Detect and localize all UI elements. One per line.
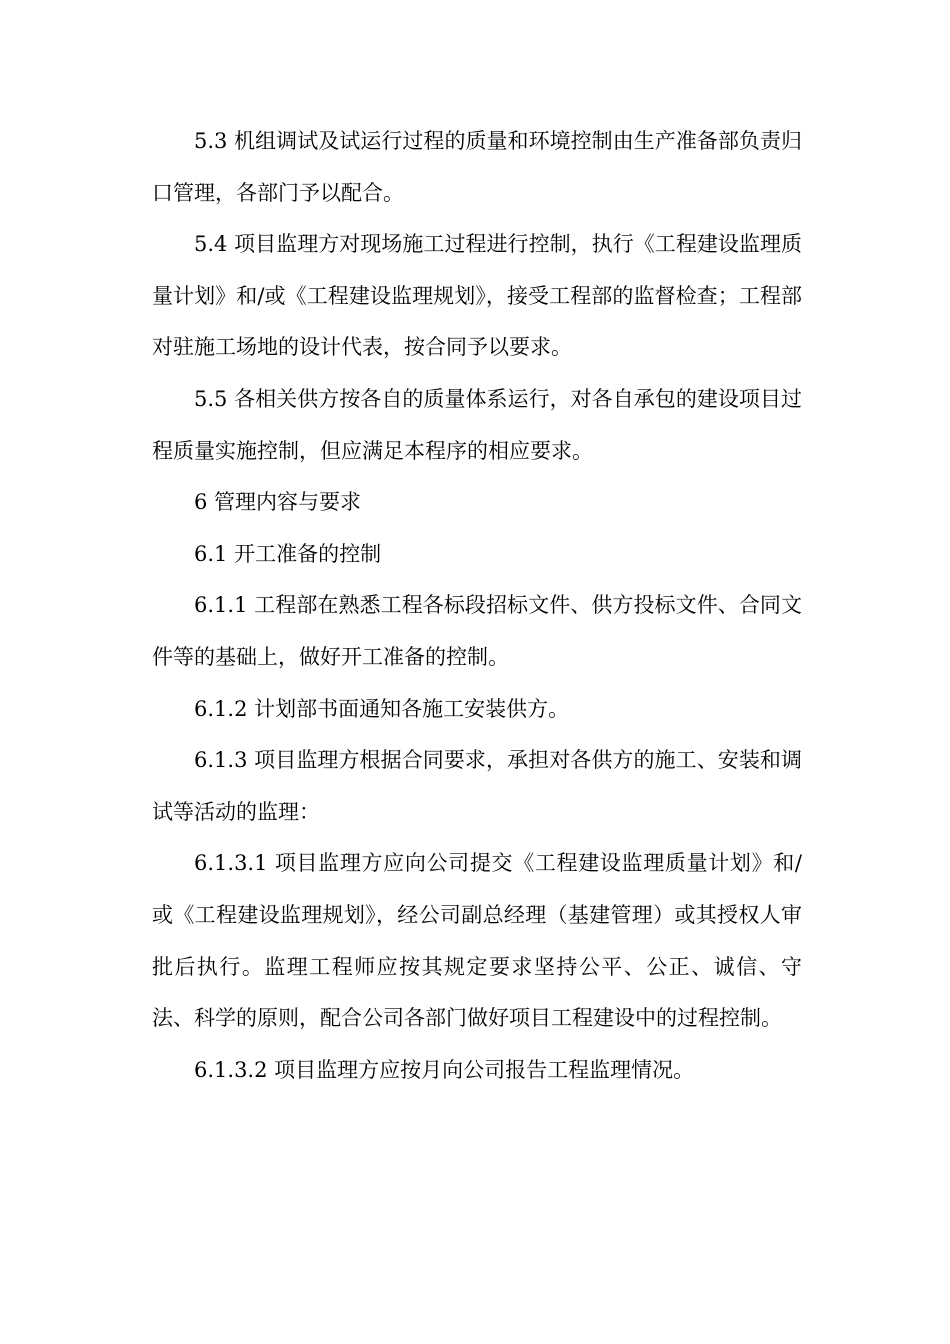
paragraph-6-1-3-2: 6.1.3.2 项目监理方应按月向公司报告工程监理情况。 <box>194 1057 695 1082</box>
paragraph-6-1-1: 6.1.1 工程部在熟悉工程各标段招标文件、供方投标文件、合同文件等的基础上，做好开工准备的控制。 <box>152 593 802 669</box>
section-heading-6-1: 6.1 开工准备的控制 <box>194 541 382 566</box>
paragraph-6-1-3: 6.1.3 项目监理方根据合同要求，承担对各供方的施工、安装和调试等活动的监理： <box>152 748 802 824</box>
paragraph-5-4: 5.4 项目监理方对现场施工过程进行控制，执行《工程建设监理质量计划》和/或《工程建设监理规划》，接受工程部的监督检查；工程部对驻施工场地的设计代表，按合同予以要求。 <box>152 232 802 360</box>
paragraph-5-5: 5.5 各相关供方按各自的质量体系运行，对各自承包的建设项目过程质量实施控制，但应满足本程序的相应要求。 <box>152 386 802 463</box>
paragraph-6-1-3-1: 6.1.3.1 项目监理方应向公司提交《工程建设监理质量计划》和/或《工程建设监理规划》，经公司副总经理（基建管理）或其授权人审批后执行。监理工程师应按其规定要求坚持公平、公正、诚信、守法、科学的原则，配合公司各部门做好项目工程建设中的过程控制。 <box>152 851 802 1031</box>
document-body <box>152 116 802 1096</box>
paragraph-6-1-2: 6.1.2 计划部书面通知各施工安装供方。 <box>194 696 570 721</box>
section-heading-6: 6 管理内容与要求 <box>194 490 362 515</box>
paragraph-5-3: 5.3 机组调试及试运行过程的质量和环境控制由生产准备部负责归口管理，各部门予以配合。 <box>152 129 802 205</box>
